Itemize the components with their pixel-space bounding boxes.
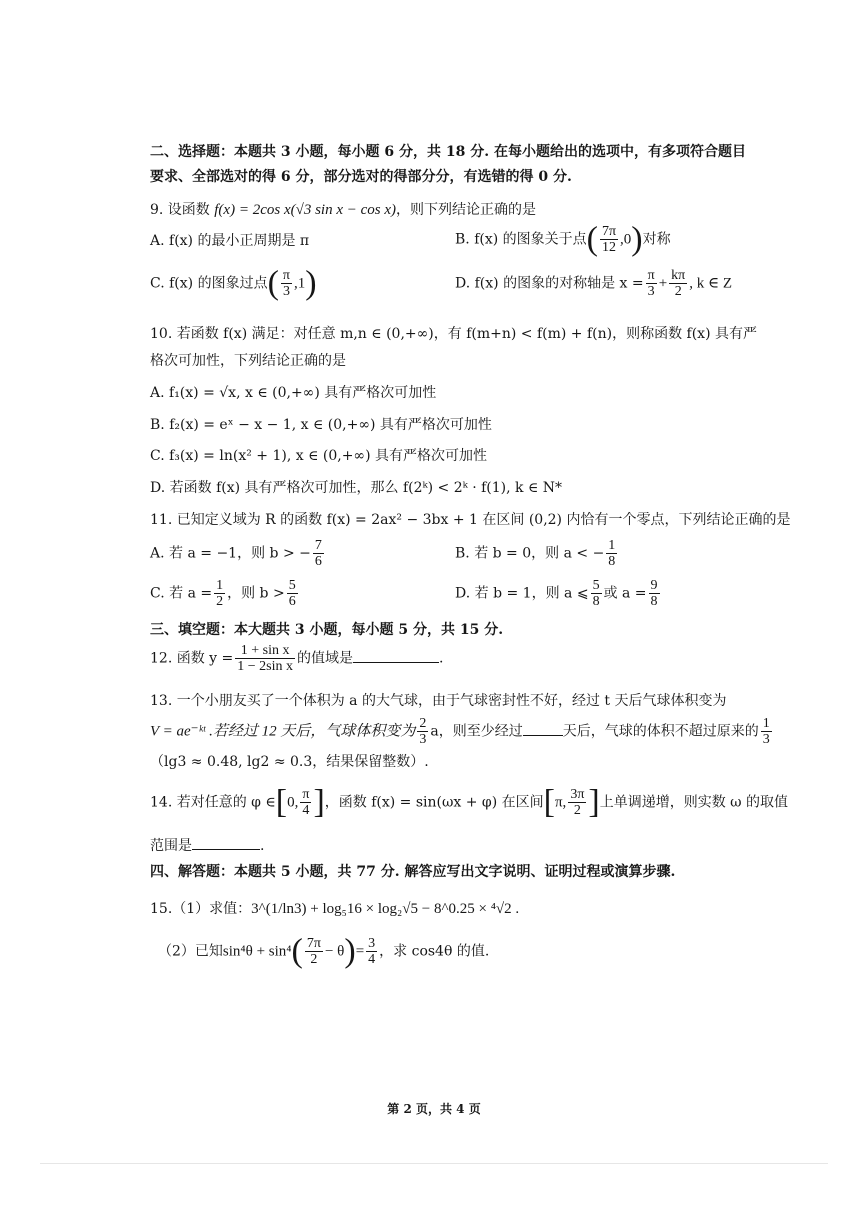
q9-option-c: C. f(x) 的图象过点( $\frac{\pi}{3}$ ,1) [150,264,317,302]
q9-option-a: A. f(x) 的最小正周期是 π [150,233,310,249]
q14-answer-blank[interactable] [192,849,260,850]
page-footer: 第 2 页，共 4 页 [387,1102,481,1116]
question-10: 10. 若函数 f(x) 满足：对任意 m,n ∈ (0,+∞)，有 f(m+n) < f(m) + f(n)，则称函数 f(x) 具有严 [150,326,757,342]
question-15-part-2: （2）已知sin⁴θ + sin⁴( $\frac{7\pi}{2}$ − θ)= $\frac{3}{4}$ ，求 cos4θ 的值. [158,932,490,970]
question-15-part-1: 15.（1）求值：3^(1/ln3) + log₅16 × log₂√5 − 8^0.25 × ⁴√2 . [150,901,520,917]
question-12: 12. 函数 y = $\frac{\text{1 + sin x}}{\text{1 − 2sin x}}$ 的值域是 . [150,643,444,674]
q11-option-a: A. 若 a = −1，则 b > − $\frac{7}{6}$ [150,538,322,569]
question-14: 14. 若对任意的 φ ∈[0, $\frac{\pi}{4}$ ]，函数 f(x) = sin(ωx + φ) 在区间[π, $\frac{3\pi}{2}$ ]上单调递增，则实数 ω 的取值 [150,783,789,821]
question-13-cont: V = ae⁻ᵏᵗ .若经过 12 天后，气球体积变为 $\frac{2}{3}$ a，则至少经过 天后，气球的体积不超过原来的 $\frac{1}{3}$ [150,716,770,747]
question-14-cont: 范围是 . [150,838,265,854]
q10-option-b: B. f₂(x) = eˣ − x − 1, x ∈ (0,+∞) 具有严格次可加性 [150,417,492,433]
question-13: 13. 一个小朋友买了一个体积为 a 的大气球，由于气球密封性不好，经过 t 天后气球体积变为 [150,693,727,709]
q11-option-b: B. 若 b = 0，则 a < − $\frac{1}{8}$ [455,538,616,569]
q11-option-c: C. 若 a = $\frac{1}{2}$ ，则 b > $\frac{5}{6}$ [150,578,296,609]
q9-option-b: B. f(x) 的图象关于点( $\frac{7\pi}{12}$ ,0)对称 [455,220,671,258]
question-9: 9. 设函数 f(x) = 2cos x(√3 sin x − cos x)，则下列结论正确的是 [150,202,537,218]
section-3-heading: 三、填空题：本大题共 3 小题，每小题 5 分，共 15 分. [150,622,504,638]
q10-option-a: A. f₁(x) = √x, x ∈ (0,+∞) 具有严格次可加性 [150,385,437,401]
bottom-divider [40,1163,828,1164]
q10-option-d: D. 若函数 f(x) 具有严格次可加性，那么 f(2ᵏ) < 2ᵏ · f(1), k ∈ N* [150,480,563,496]
question-10-cont: 格次可加性，下列结论正确的是 [150,353,346,369]
section-4-heading: 四、解答题：本题共 5 小题，共 77 分. 解答应写出文字说明、证明过程或演算步骤. [150,864,676,880]
q13-answer-blank[interactable] [523,735,563,736]
section-2-heading-cont: 要求、全部选对的得 6 分，部分选对的得部分分，有选错的得 0 分. [150,169,572,185]
q9-option-d: D. f(x) 的图象的对称轴是 x = $\frac{\pi}{3}$ + $\frac{k\pi}{2}$ , k ∈ Z [455,268,733,299]
section-2-heading: 二、选择题：本题共 3 小题，每小题 6 分，共 18 分. 在每小题给出的选项中，有多项符合题目 [150,144,746,160]
question-11: 11. 已知定义域为 R 的函数 f(x) = 2ax² − 3bx + 1 在区间 (0,2) 内恰有一个零点，下列结论正确的是 [150,512,791,528]
q12-answer-blank[interactable] [353,662,439,663]
question-13-note: （lg3 ≈ 0.48, lg2 ≈ 0.3，结果保留整数）. [150,754,429,770]
q11-option-d: D. 若 b = 1，则 a ⩽ $\frac{5}{8}$ 或 a = $\frac{9}{8}$ [455,578,658,609]
q10-option-c: C. f₃(x) = ln(x² + 1), x ∈ (0,+∞) 具有严格次可加性 [150,448,488,464]
